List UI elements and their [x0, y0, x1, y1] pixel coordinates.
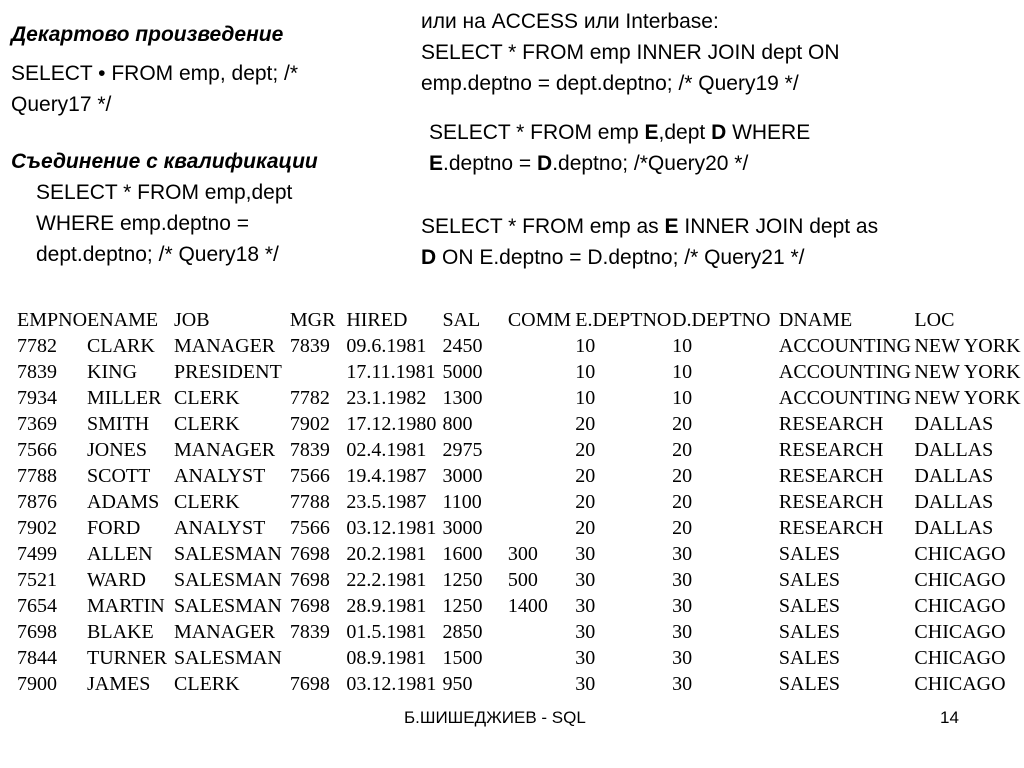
cell-hired: 20.2.1981 — [346, 543, 427, 565]
cell-e-deptno: 10 — [575, 335, 596, 357]
cell-d-deptno: 20 — [672, 465, 693, 487]
cell-e-deptno: 10 — [575, 387, 596, 409]
table-row — [17, 411, 1024, 437]
query18-line: WHERE emp.deptno = — [36, 212, 250, 235]
query18-line: SELECT * FROM emp,dept — [36, 181, 293, 204]
cell-hired: 09.6.1981 — [346, 335, 427, 357]
cell-d-deptno: 20 — [672, 413, 693, 435]
cell-ename: TURNER — [87, 647, 168, 669]
footer-author: Б.ШИШЕДЖИЕВ - SQL — [404, 708, 586, 727]
slide-heading-cartesian: Декартово произведение — [11, 23, 284, 46]
cell-dname: SALES — [778, 543, 841, 565]
cell-d-deptno: 30 — [672, 569, 693, 591]
cell-mgr: 7698 — [289, 569, 330, 591]
cell-empno: 7698 — [17, 621, 57, 643]
cell-hired: 23.1.1982 — [346, 387, 427, 409]
cell-hired: 28.9.1981 — [346, 595, 427, 617]
cell-dname: SALES — [778, 621, 841, 643]
q21-alias-e: E — [664, 215, 679, 238]
cell-comm: 500 — [507, 569, 538, 591]
cell-comm — [508, 619, 575, 645]
cell-e-deptno: 30 — [575, 673, 596, 695]
cell-sal: 3000 — [442, 465, 483, 487]
access-note: или на ACCESS или Interbase: — [421, 10, 719, 33]
cell-loc: CHICAGO — [914, 569, 1006, 591]
cell-ename: JONES — [87, 439, 148, 461]
table-row — [17, 463, 1024, 489]
query18-text — [11, 177, 292, 270]
cell-empno: 7654 — [17, 595, 57, 617]
cell-job: CLERK — [174, 387, 240, 409]
cell-loc: DALLAS — [914, 491, 994, 513]
cell-e-deptno: 30 — [575, 569, 596, 591]
table-row — [17, 489, 1024, 515]
cell-job: MANAGER — [174, 621, 276, 643]
cell-comm — [508, 515, 575, 541]
cell-loc: DALLAS — [914, 517, 994, 539]
cell-d-deptno: 10 — [672, 335, 693, 357]
cell-sal: 5000 — [442, 361, 483, 383]
cell-d-deptno: 30 — [672, 595, 693, 617]
column-header-loc: LOC — [914, 309, 955, 331]
table-row — [17, 645, 1024, 671]
cell-d-deptno: 10 — [672, 361, 693, 383]
cell-sal: 1250 — [442, 569, 483, 591]
cell-dname: RESEARCH — [778, 413, 884, 435]
cell-job: ANALYST — [174, 517, 266, 539]
query21-line — [421, 211, 878, 242]
cell-dname: SALES — [778, 673, 841, 695]
column-header-e-deptno: E.DEPTNO — [575, 309, 672, 331]
cell-dname: SALES — [778, 569, 841, 591]
cell-hired: 19.4.1987 — [346, 465, 427, 487]
table-row — [17, 671, 1024, 697]
cell-comm — [508, 463, 575, 489]
cell-sal: 1250 — [442, 595, 483, 617]
cell-mgr: 7698 — [289, 595, 330, 617]
q21-part: SELECT * FROM emp as — [421, 215, 665, 238]
cell-hired: 08.9.1981 — [346, 647, 427, 669]
cell-ename: BLAKE — [87, 621, 154, 643]
cell-ename: JAMES — [87, 673, 151, 695]
cell-d-deptno: 30 — [672, 673, 693, 695]
cell-loc: DALLAS — [914, 413, 994, 435]
cell-job: MANAGER — [174, 335, 276, 357]
cell-empno: 7521 — [17, 569, 57, 591]
cell-empno: 7369 — [17, 413, 57, 435]
cell-comm — [508, 333, 575, 359]
cell-ename: CLARK — [87, 335, 155, 357]
cell-e-deptno: 20 — [575, 517, 596, 539]
cell-dname: RESEARCH — [778, 517, 884, 539]
cell-e-deptno: 30 — [575, 621, 596, 643]
q20-part: SELECT * FROM emp — [429, 121, 645, 144]
cell-job: CLERK — [174, 673, 240, 695]
table-body — [17, 333, 1024, 697]
cell-d-deptno: 20 — [672, 439, 693, 461]
cell-ename: MILLER — [87, 387, 162, 409]
cell-ename: SMITH — [87, 413, 150, 435]
query19-line: SELECT * FROM emp INNER JOIN dept ON — [421, 41, 840, 64]
cell-empno: 7499 — [17, 543, 57, 565]
cell-loc: CHICAGO — [914, 647, 1006, 669]
cell-mgr: 7788 — [289, 491, 330, 513]
cell-mgr: 7902 — [289, 413, 330, 435]
cell-dname: ACCOUNTING — [778, 361, 912, 383]
table-header-row — [17, 307, 1024, 333]
cell-loc: CHICAGO — [914, 595, 1006, 617]
join-result-table — [17, 307, 1024, 697]
query19-line: emp.deptno = dept.deptno; /* Query19 */ — [421, 72, 799, 95]
query17-line: SELECT • FROM emp, dept; /* — [11, 62, 299, 85]
cell-loc: DALLAS — [914, 465, 994, 487]
table-row — [17, 619, 1024, 645]
cell-mgr — [290, 645, 346, 671]
q20-part: .deptno; /*Query20 */ — [552, 152, 749, 175]
cell-e-deptno: 20 — [575, 465, 596, 487]
cell-e-deptno: 20 — [575, 491, 596, 513]
cell-comm: 300 — [507, 543, 538, 565]
query21-text — [421, 211, 878, 273]
q20-alias-d: D — [537, 152, 553, 175]
cell-d-deptno: 10 — [672, 387, 693, 409]
table-row — [17, 333, 1024, 359]
q20-part: .deptno = — [443, 152, 538, 175]
cell-dname: RESEARCH — [778, 491, 884, 513]
q21-part: INNER JOIN dept as — [678, 215, 879, 238]
cell-loc: DALLAS — [914, 439, 994, 461]
cell-dname: RESEARCH — [778, 465, 884, 487]
q20-part: WHERE — [726, 121, 811, 144]
table-row — [17, 385, 1024, 411]
cell-loc: NEW YORK — [914, 387, 1021, 409]
cell-hired: 17.12.1980 — [346, 413, 437, 435]
cell-dname: SALES — [778, 595, 841, 617]
cell-sal: 1100 — [442, 491, 482, 513]
page-number: 14 — [940, 708, 959, 727]
cell-empno: 7782 — [17, 335, 57, 357]
query17-text — [11, 58, 298, 120]
cell-empno: 7844 — [17, 647, 57, 669]
table-row — [17, 437, 1024, 463]
cell-ename: MARTIN — [87, 595, 165, 617]
cell-job: ANALYST — [174, 465, 266, 487]
q20-part: ,dept — [658, 121, 712, 144]
column-header-ename: ENAME — [87, 309, 159, 331]
cell-ename: ADAMS — [87, 491, 160, 513]
cell-d-deptno: 30 — [672, 543, 693, 565]
q20-alias-e: E — [644, 121, 659, 144]
query20-line — [429, 148, 810, 179]
cell-mgr: 7839 — [289, 335, 330, 357]
cell-comm — [508, 645, 575, 671]
cell-loc: CHICAGO — [914, 543, 1006, 565]
cell-e-deptno: 30 — [575, 647, 596, 669]
cell-d-deptno: 30 — [672, 647, 693, 669]
cell-dname: ACCOUNTING — [778, 335, 912, 357]
cell-sal: 1500 — [442, 647, 483, 669]
q21-part: ON E.deptno = D.deptno; /* Query21 */ — [436, 246, 805, 269]
cell-d-deptno: 30 — [672, 621, 693, 643]
column-header-dname: DNAME — [778, 309, 853, 331]
cell-comm — [508, 489, 575, 515]
cell-job: SALESMAN — [174, 569, 282, 591]
cell-empno: 7876 — [17, 491, 57, 513]
cell-comm — [508, 359, 575, 385]
cell-comm — [508, 411, 575, 437]
query21-line — [421, 242, 878, 273]
cell-job: PRESIDENT — [174, 361, 282, 383]
cell-ename: FORD — [87, 517, 141, 539]
cell-empno: 7900 — [17, 673, 57, 695]
table-row — [17, 515, 1024, 541]
cell-sal: 2850 — [442, 621, 483, 643]
cell-mgr: 7782 — [289, 387, 330, 409]
cell-job: SALESMAN — [174, 647, 282, 669]
cell-sal: 950 — [442, 673, 473, 695]
slide-heading-join: Съединение с квалификации — [11, 150, 318, 173]
cell-comm: 1400 — [507, 595, 548, 617]
table-row — [17, 593, 1024, 619]
cell-e-deptno: 20 — [575, 439, 596, 461]
column-header-sal: SAL — [442, 309, 481, 331]
query18-line: dept.deptno; /* Query18 */ — [36, 243, 279, 266]
cell-mgr: 7839 — [289, 621, 330, 643]
q21-alias-d: D — [421, 246, 437, 269]
cell-empno: 7839 — [17, 361, 57, 383]
cell-e-deptno: 20 — [575, 413, 596, 435]
query19-text — [421, 37, 840, 99]
cell-mgr: 7566 — [289, 517, 330, 539]
table-row — [17, 359, 1024, 385]
cell-sal: 1300 — [442, 387, 483, 409]
cell-loc: NEW YORK — [914, 361, 1021, 383]
cell-e-deptno: 30 — [575, 543, 596, 565]
column-header-d-deptno: D.DEPTNO — [672, 309, 771, 331]
cell-sal: 2450 — [442, 335, 483, 357]
cell-mgr: 7839 — [289, 439, 330, 461]
cell-d-deptno: 20 — [672, 491, 693, 513]
table-row — [17, 541, 1024, 567]
column-header-job: JOB — [174, 309, 210, 331]
cell-dname: ACCOUNTING — [778, 387, 912, 409]
cell-hired: 01.5.1981 — [346, 621, 427, 643]
cell-job: SALESMAN — [174, 595, 282, 617]
cell-sal: 3000 — [442, 517, 483, 539]
column-header-mgr: MGR — [289, 309, 336, 331]
cell-sal: 1600 — [442, 543, 483, 565]
cell-empno: 7934 — [17, 387, 57, 409]
cell-loc: CHICAGO — [914, 621, 1006, 643]
cell-d-deptno: 20 — [672, 517, 693, 539]
cell-comm — [508, 385, 575, 411]
cell-job: CLERK — [174, 413, 240, 435]
cell-mgr: 7566 — [289, 465, 330, 487]
cell-comm — [508, 437, 575, 463]
query20-line — [429, 117, 810, 148]
cell-hired: 03.12.1981 — [346, 517, 437, 539]
cell-job: CLERK — [174, 491, 240, 513]
cell-loc: CHICAGO — [914, 673, 1006, 695]
cell-empno: 7902 — [17, 517, 57, 539]
cell-job: MANAGER — [174, 439, 276, 461]
cell-ename: WARD — [87, 569, 146, 591]
cell-sal: 800 — [442, 413, 473, 435]
cell-mgr: 7698 — [289, 543, 330, 565]
query20-text — [429, 117, 810, 179]
cell-mgr — [290, 359, 346, 385]
cell-empno: 7788 — [17, 465, 57, 487]
column-header-empno: EMPNO — [17, 309, 88, 331]
cell-hired: 17.11.1981 — [346, 361, 436, 383]
cell-e-deptno: 10 — [575, 361, 596, 383]
cell-job: SALESMAN — [174, 543, 282, 565]
cell-dname: RESEARCH — [778, 439, 884, 461]
column-header-comm: COMM — [507, 309, 572, 331]
cell-sal: 2975 — [442, 439, 483, 461]
cell-hired: 02.4.1981 — [346, 439, 427, 461]
cell-dname: SALES — [778, 647, 841, 669]
cell-ename: KING — [87, 361, 138, 383]
cell-hired: 22.2.1981 — [346, 569, 427, 591]
cell-ename: SCOTT — [87, 465, 151, 487]
query17-line: Query17 */ — [11, 93, 112, 116]
table-row — [17, 567, 1024, 593]
cell-loc: NEW YORK — [914, 335, 1021, 357]
cell-ename: ALLEN — [87, 543, 153, 565]
q20-alias-d: D — [711, 121, 727, 144]
cell-empno: 7566 — [17, 439, 57, 461]
cell-hired: 03.12.1981 — [346, 673, 437, 695]
cell-hired: 23.5.1987 — [346, 491, 427, 513]
cell-e-deptno: 30 — [575, 595, 596, 617]
cell-comm — [508, 671, 575, 697]
cell-mgr: 7698 — [289, 673, 330, 695]
column-header-hired: HIRED — [346, 309, 408, 331]
q20-alias-e: E — [429, 152, 444, 175]
